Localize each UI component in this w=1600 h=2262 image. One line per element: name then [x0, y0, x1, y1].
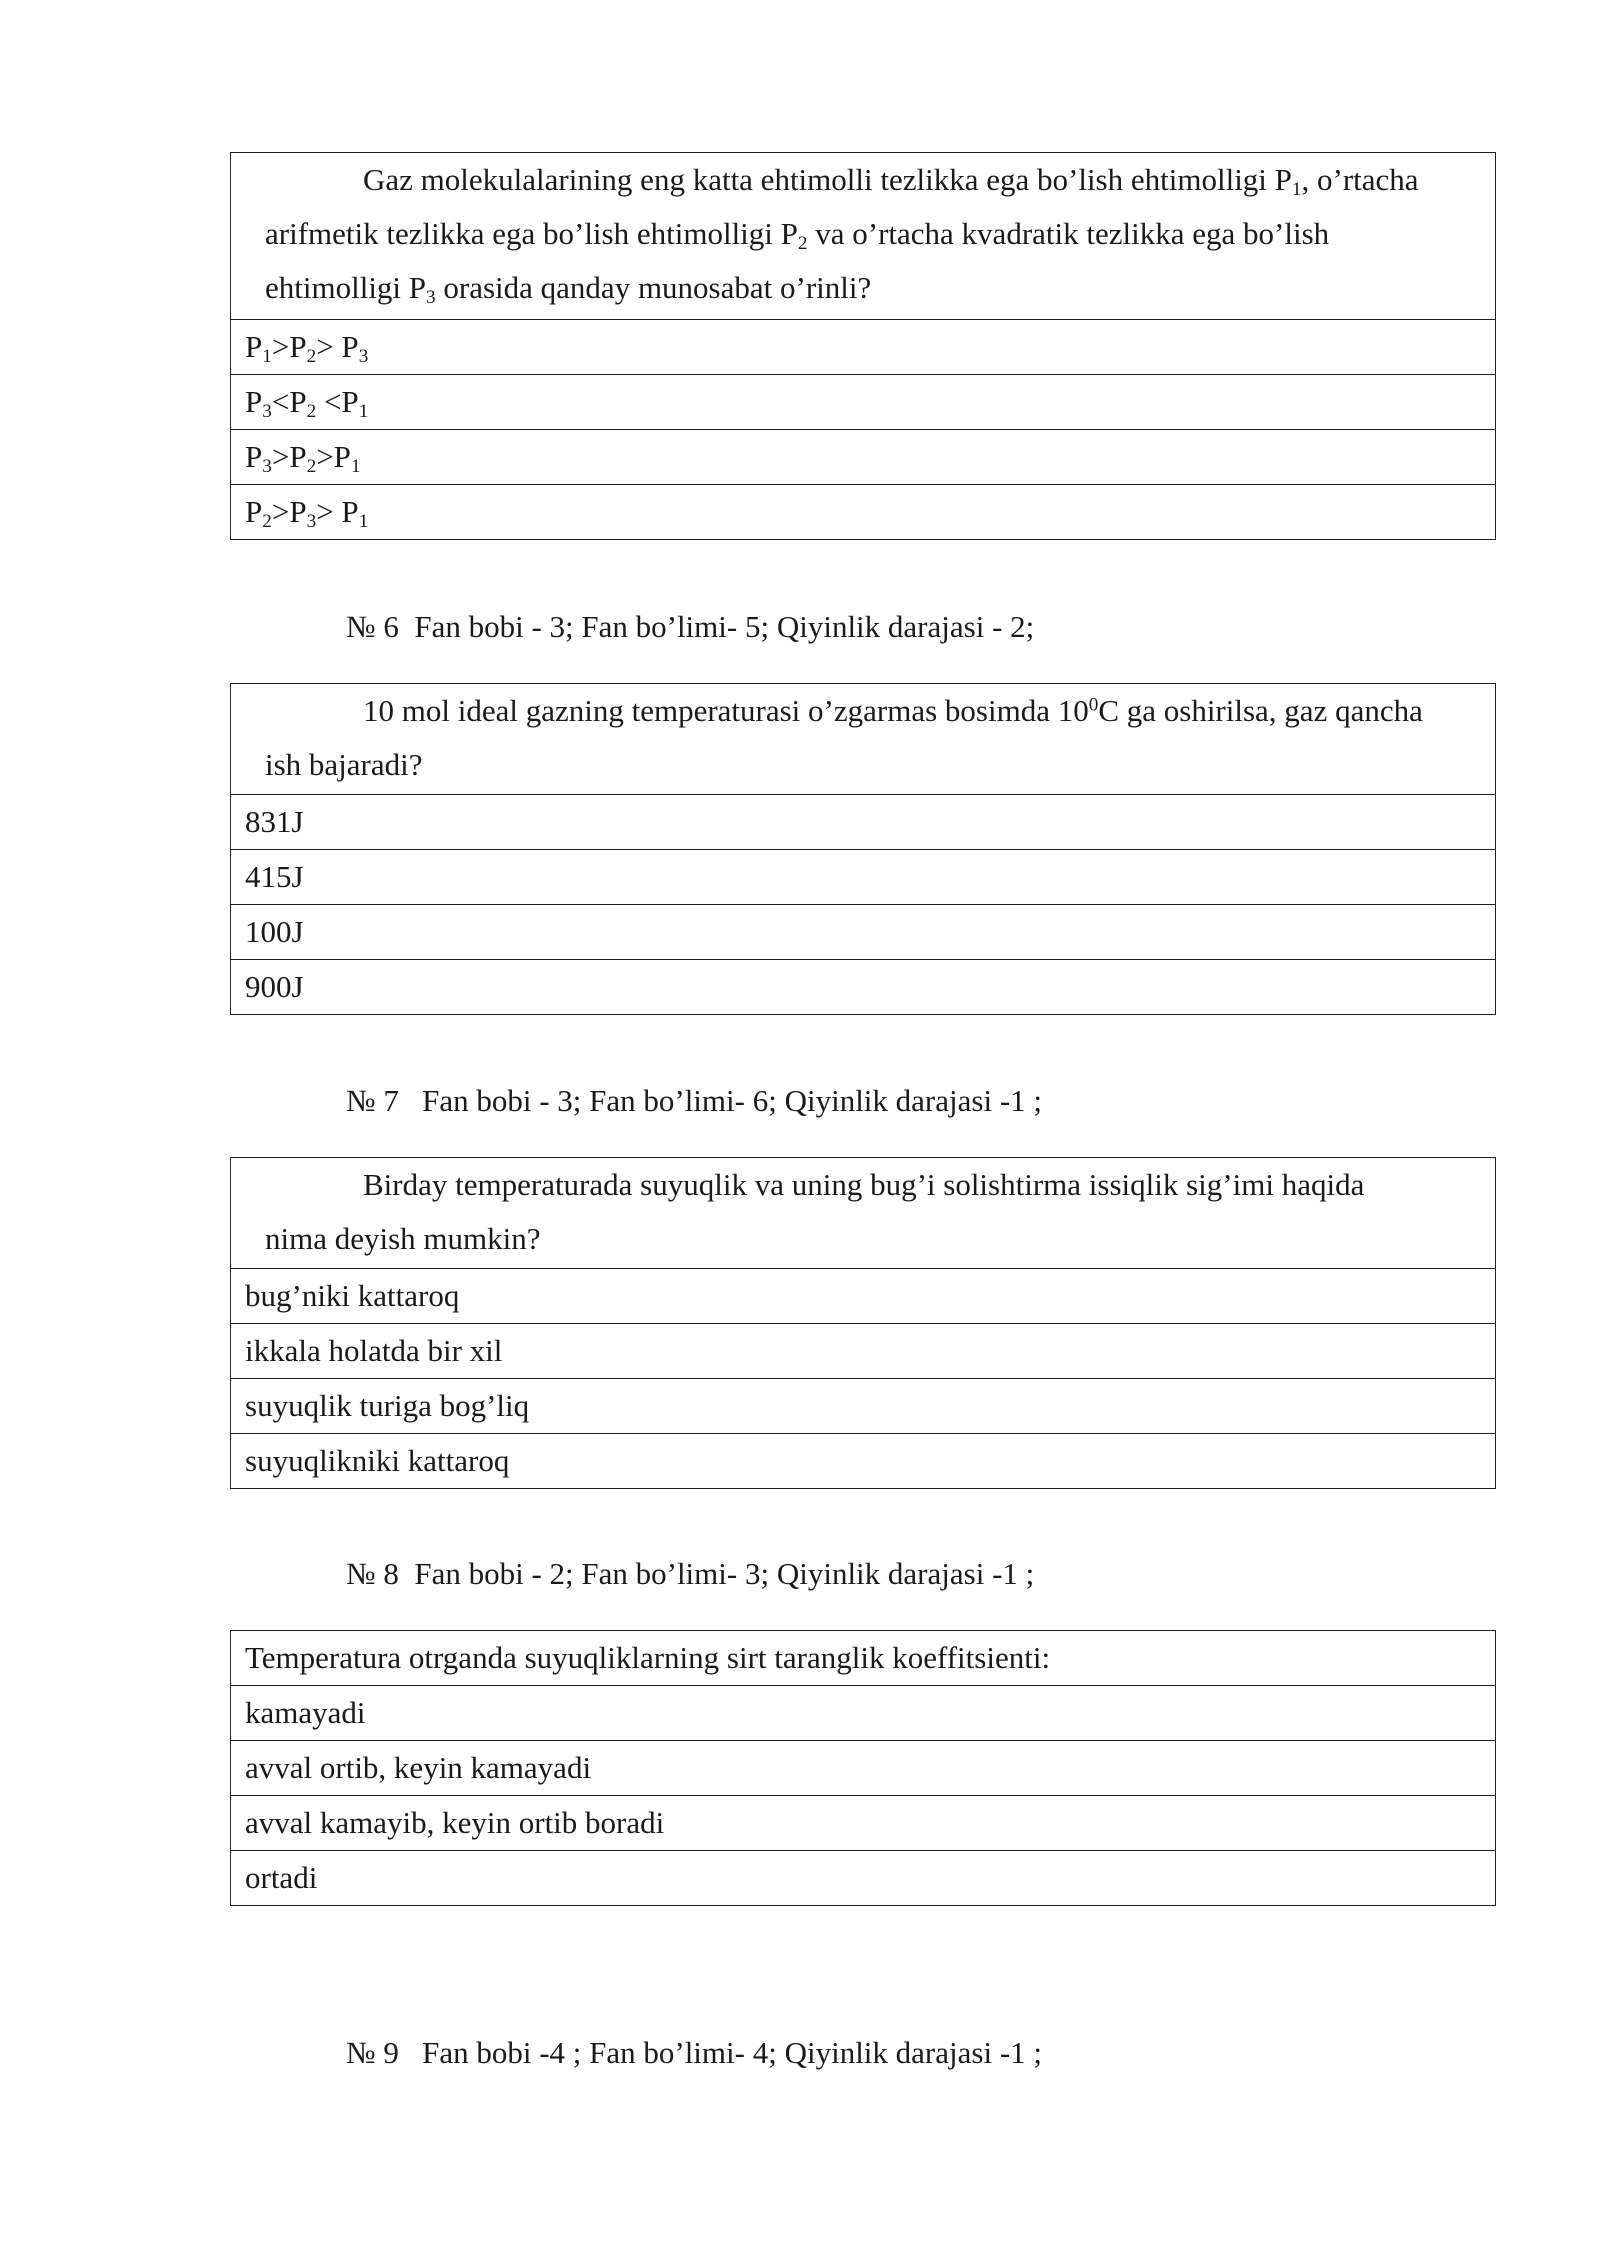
question-heading-7: № 7 Fan bobi - 3; Fan bo’limi- 6; Qiyinlik darajasi -1 ;: [346, 1083, 1043, 1118]
question-table-7: [230, 1157, 1496, 1489]
answer-option: $P_2>P_3> P_1$: [231, 485, 1496, 540]
answer-option: 831J: [231, 795, 1496, 850]
question-text: Temperatura otrganda suyuqliklarning sirt taranglik koeffitsienti:: [231, 1631, 1496, 1686]
answer-option: suyuqlik turiga bog’liq: [231, 1379, 1496, 1434]
answer-option: ortadi: [231, 1851, 1496, 1906]
question-line: arifmetik tezlikka ega bo’lish ehtimolligi $P_2$ va o’rtacha kvadratik tezlikka ega bo’lish: [265, 216, 1330, 254]
question-line: Gaz molekulalarining eng katta ehtimolli tezlikka ega bo’lish ehtimolligi $P_1$, o’rtacha: [363, 162, 1419, 200]
question-line: 10 mol ideal gazning temperaturasi o’zgarmas bosimda $10^0C$ ga oshirilsa, gaz qancha: [363, 693, 1423, 728]
question-text: [231, 684, 1496, 795]
question-line: nima deyish mumkin?: [265, 1221, 541, 1256]
question-line: ehtimolligi $P_3$ orasida qanday munosabat o’rinli?: [265, 270, 872, 308]
answer-option: ikkala holatda bir xil: [231, 1324, 1496, 1379]
question-heading-6: № 6 Fan bobi - 3; Fan bo’limi- 5; Qiyinlik darajasi - 2;: [346, 609, 1035, 644]
answer-option: bug’niki kattaroq: [231, 1269, 1496, 1324]
answer-option: kamayadi: [231, 1686, 1496, 1741]
question-heading-9: № 9 Fan bobi -4 ; Fan bo’limi- 4; Qiyinlik darajasi -1 ;: [346, 2035, 1043, 2070]
answer-option: 100J: [231, 905, 1496, 960]
answer-option: $P_1>P_2> P_3$: [231, 320, 1496, 375]
answer-option: $P_3<P_2 <P_1$: [231, 375, 1496, 430]
answer-option: 900J: [231, 960, 1496, 1015]
question-table-6: [230, 683, 1496, 1015]
question-text: [231, 1158, 1496, 1269]
question-table-8: [230, 1630, 1496, 1906]
answer-option: suyuqlikniki kattaroq: [231, 1434, 1496, 1489]
question-line: Birday temperaturada suyuqlik va uning bug’i solishtirma issiqlik sig’imi haqida: [363, 1167, 1365, 1202]
answer-option: 415J: [231, 850, 1496, 905]
answer-option: avval kamayib, keyin ortib boradi: [231, 1796, 1496, 1851]
question-table-5: [230, 152, 1496, 540]
answer-option: $P_3>P_2>P_1$: [231, 430, 1496, 485]
question-text: [231, 153, 1496, 320]
question-heading-8: № 8 Fan bobi - 2; Fan bo’limi- 3; Qiyinlik darajasi -1 ;: [346, 1556, 1035, 1591]
question-line: ish bajaradi?: [265, 747, 423, 782]
answer-option: avval ortib, keyin kamayadi: [231, 1741, 1496, 1796]
